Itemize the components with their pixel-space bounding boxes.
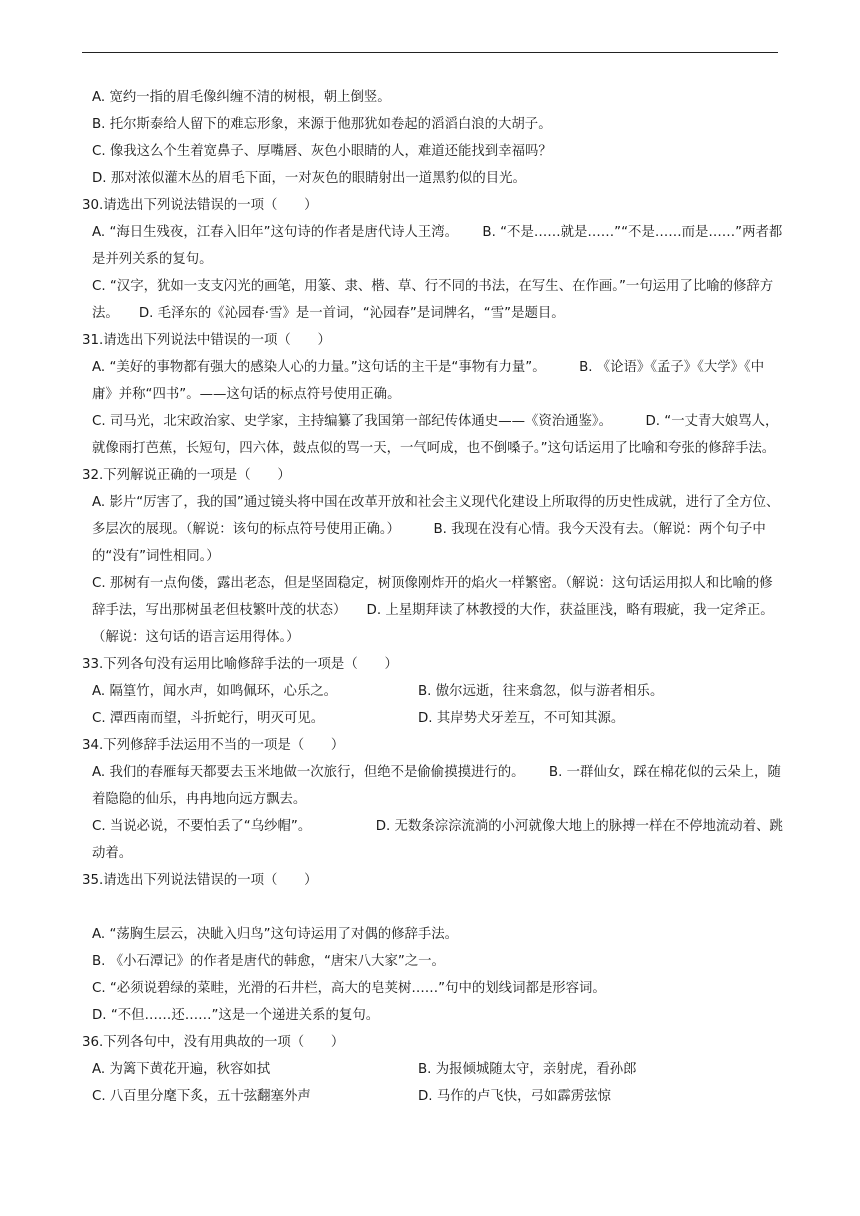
q34-options-cd[interactable]: C. 当说必说，不要怕丢了“乌纱帽”。 D. 无数条淙淙流淌的小河就像大地上的脉搏一样在不停地流动着、跳动着。 bbox=[92, 819, 783, 861]
q29-option-b[interactable]: B. 托尔斯泰给人留下的难忘形象，来源于他那犹如卷起的滔滔白浪的大胡子。 bbox=[92, 117, 552, 132]
q34-stem: 34.下列修辞手法运用不当的一项是（ ） bbox=[82, 738, 345, 753]
q32-options-ab[interactable]: A. 影片“厉害了，我的国”通过镜头将中国在改革开放和社会主义现代化建设上所取得的历史性成就，进行了全方位、多层次的展现。（解说：该句的标点符号使用正确。） B. 我现在没有心情。我今天没有去。（解说：两个句子中的“没有”词性相同。） bbox=[92, 495, 780, 564]
q31-stem: 31.请选出下列说法中错误的一项（ ） bbox=[82, 333, 331, 348]
q30-options-cd[interactable]: C. “汉字，犹如一支支闪光的画笔，用篆、隶、楷、草、行不同的书法，在写生、在作画。”一句运用了比喻的修辞方法。 D. 毛泽东的《沁园春·雪》是一首词，“沁园春”是词牌名，“雪”是题目。 bbox=[92, 279, 774, 321]
q35-option-d[interactable]: D. “不但……还……”这是一个递进关系的复句。 bbox=[92, 1008, 380, 1023]
q35-option-c[interactable]: C. “必须说碧绿的菜畦，光滑的石井栏，高大的皂荚树……”句中的划线词都是形容词。 bbox=[92, 981, 606, 996]
q35-option-b[interactable]: B. 《小石潭记》的作者是唐代的韩愈，“唐宋八大家”之一。 bbox=[92, 954, 445, 969]
q30-stem: 30.请选出下列说法错误的一项（ ） bbox=[82, 198, 318, 213]
q33-stem: 33.下列各句没有运用比喻修辞手法的一项是（ ） bbox=[82, 657, 398, 672]
q31-options-cd[interactable]: C. 司马光，北宋政治家、史学家，主持编纂了我国第一部纪传体通史——《资治通鉴》。 D. “一丈青大娘骂人，就像雨打芭蕉，长短句，四六体，鼓点似的骂一天，一气呵成，也不倒嗓子。”这句话运用了比喻和夸张的修辞手法。 bbox=[92, 414, 779, 456]
q35-option-a[interactable]: A. “荡胸生层云，决眦入归鸟”这句诗运用了对偶的修辞手法。 bbox=[92, 927, 459, 942]
header-rule bbox=[82, 52, 778, 53]
q29-option-d[interactable]: D. 那对浓似灌木丛的眉毛下面，一对灰色的眼睛射出一道黑豹似的目光。 bbox=[92, 171, 526, 186]
q33-option-b[interactable]: B. 傲尔远逝，往来翕忽，似与游者相乐。 bbox=[418, 684, 664, 699]
q36-option-c[interactable]: C. 八百里分麾下炙，五十弦翻塞外声 bbox=[92, 1089, 311, 1104]
q32-stem: 32.下列解说正确的一项是（ ） bbox=[82, 468, 291, 483]
q32-options-cd[interactable]: C. 那树有一点佝偻，露出老态，但是坚固稳定，树顶像刚炸开的焰火一样繁密。（解说：这句话运用拟人和比喻的修辞手法，写出那树虽老但枝繁叶茂的状态） D. 上星期拜读了林教授的大作，获益匪浅，略有瑕疵，我一定斧正。（解说：这句话的语言运用得体。） bbox=[92, 576, 774, 645]
q33-row-ab bbox=[82, 678, 784, 705]
q36-option-b[interactable]: B. 为报倾城随太守，亲射虎，看孙郎 bbox=[418, 1062, 637, 1077]
blank-line bbox=[82, 894, 784, 921]
q36-row-ab bbox=[82, 1056, 784, 1083]
q36-stem: 36.下列各句中，没有用典故的一项（ ） bbox=[82, 1035, 345, 1050]
q33-option-c[interactable]: C. 潭西南而望，斗折蛇行，明灭可见。 bbox=[92, 711, 325, 726]
q33-option-d[interactable]: D. 其岸势犬牙差互，不可知其源。 bbox=[418, 711, 625, 726]
q36-option-a[interactable]: A. 为篱下黄花开遍，秋容如拭 bbox=[92, 1062, 271, 1077]
question-list bbox=[82, 84, 784, 1110]
q34-options-ab[interactable]: A. 我们的春雁每天都要去玉米地做一次旅行，但绝不是偷偷摸摸进行的。 B. 一群仙女，踩在棉花似的云朵上，随着隐隐的仙乐，冉冉地向远方飘去。 bbox=[92, 765, 781, 807]
q29-option-c[interactable]: C. 像我这么个生着宽鼻子、厚嘴唇、灰色小眼睛的人，难道还能找到幸福吗？ bbox=[92, 144, 552, 159]
q31-options-ab[interactable]: A. “美好的事物都有强大的感染人心的力量。”这句话的主干是“事物有力量”。 B. 《论语》《孟子》《大学》《中庸》并称“四书”。——这句话的标点符号使用正确。 bbox=[92, 360, 765, 402]
q36-row-cd bbox=[82, 1083, 784, 1110]
q33-row-cd bbox=[82, 705, 784, 732]
q33-option-a[interactable]: A. 隔篁竹，闻水声，如鸣佩环，心乐之。 bbox=[92, 684, 338, 699]
q36-option-d[interactable]: D. 马作的卢飞快，弓如霹雳弦惊 bbox=[418, 1089, 611, 1104]
q29-option-a[interactable]: A. 宽约一指的眉毛像纠缠不清的树根，朝上倒竖。 bbox=[92, 90, 391, 105]
q35-stem: 35.请选出下列说法错误的一项（ ） bbox=[82, 873, 318, 888]
q30-options-ab[interactable]: A. “海日生残夜，江春入旧年”这句诗的作者是唐代诗人王湾。 B. “不是……就是……”“不是……而是……”两者都是并列关系的复句。 bbox=[92, 225, 783, 267]
